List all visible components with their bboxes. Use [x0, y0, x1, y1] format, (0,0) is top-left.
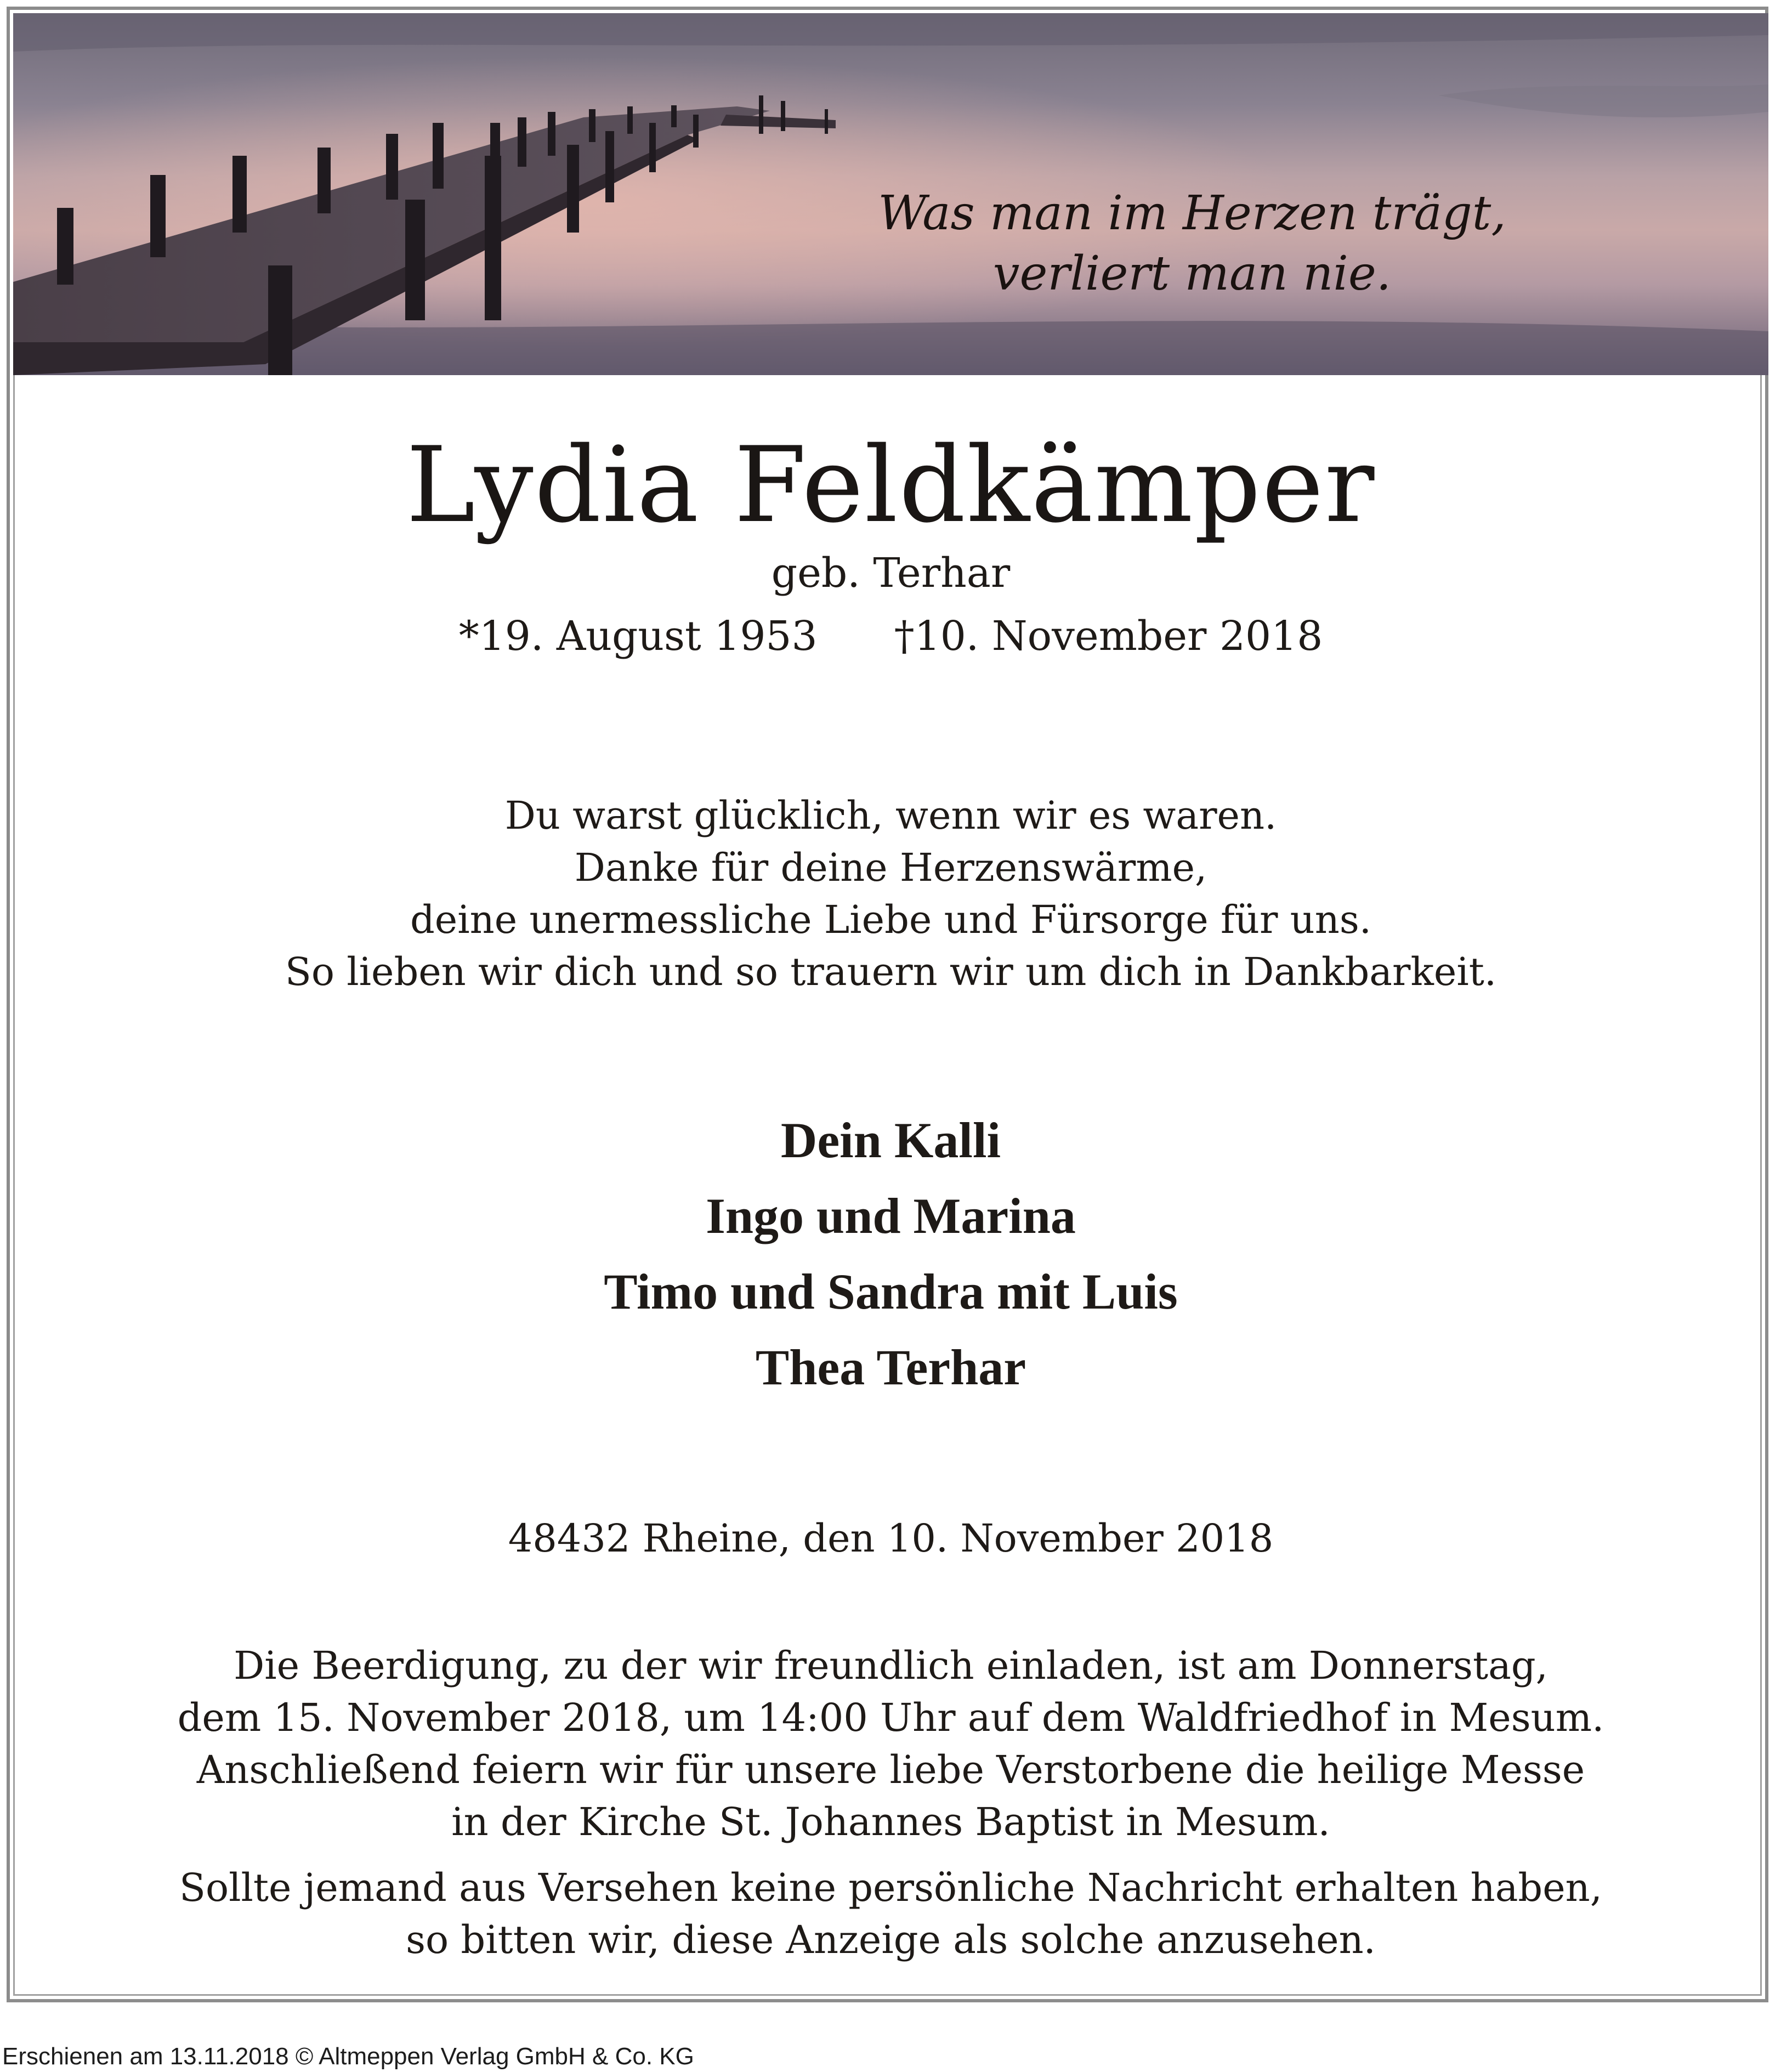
funeral-line: Die Beerdigung, zu der wir freundlich einladen, ist am Donnerstag, — [234, 1643, 1548, 1688]
memorial-poem — [13, 790, 1768, 998]
funeral-line: Anschließend feiern wir für unsere liebe Verstorbene die heilige Messe — [196, 1747, 1585, 1792]
poem-line: So lieben wir dich und so trauern wir um dich in Dankbarkeit. — [285, 949, 1497, 994]
notice-note — [13, 1862, 1768, 1966]
mourner: Dein Kalli — [780, 1112, 1001, 1168]
mourner: Thea Terhar — [755, 1339, 1026, 1395]
header-quote — [869, 183, 1516, 304]
place-and-date: 48432 Rheine, den 10. November 2018 — [508, 1516, 1274, 1561]
funeral-line: in der Kirche St. Johannes Baptist in Mesum. — [451, 1799, 1330, 1844]
poem-line: Danke für deine Herzenswärme, — [574, 845, 1207, 890]
header-photo — [13, 13, 1768, 375]
note-line: so bitten wir, diese Anzeige als solche anzusehen. — [406, 1917, 1376, 1962]
funeral-line: dem 15. November 2018, um 14:00 Uhr auf dem Waldfriedhof in Mesum. — [177, 1695, 1604, 1740]
publication-footer: Erschienen am 13.11.2018 © Altmeppen Verlag GmbH & Co. KG — [2, 2043, 694, 2070]
funeral-info — [13, 1640, 1768, 1848]
deceased-name: Lydia Feldkämper — [406, 424, 1376, 546]
mourners-list — [13, 1102, 1768, 1405]
birth-name: geb. Terhar — [771, 550, 1011, 597]
life-dates — [13, 609, 1768, 664]
mourner: Ingo und Marina — [706, 1188, 1076, 1244]
quote-line: verliert man nie. — [992, 246, 1392, 301]
note-line: Sollte jemand aus Versehen keine persönliche Nachricht erhalten haben, — [179, 1865, 1602, 1910]
mourner: Timo und Sandra mit Luis — [604, 1264, 1178, 1320]
death-date: †10. November 2018 — [894, 613, 1323, 660]
birth-date: *19. August 1953 — [458, 613, 818, 660]
quote-line: Was man im Herzen trägt, — [878, 186, 1506, 241]
poem-line: Du warst glücklich, wenn wir es waren. — [504, 793, 1277, 838]
poem-line: deine unermessliche Liebe und Fürsorge für uns. — [410, 897, 1371, 942]
